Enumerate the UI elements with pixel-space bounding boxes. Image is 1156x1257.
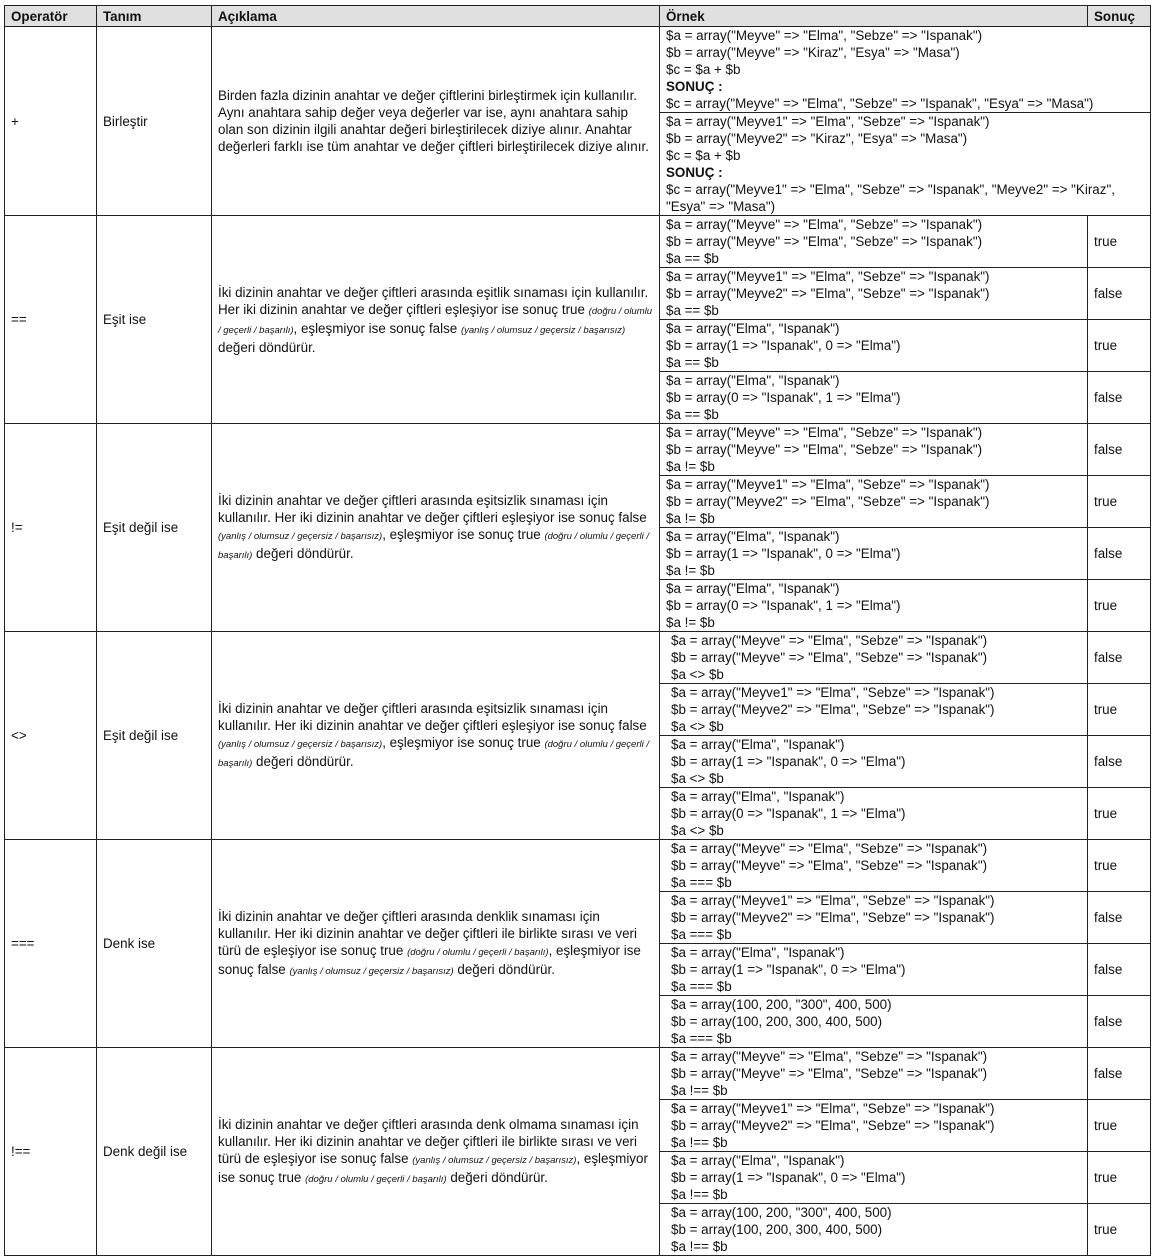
example-code-line: $a <> $b [671, 823, 724, 838]
description-note: (yanlış / olumsuz / geçersiz / başarısız) [289, 965, 454, 977]
example-code-line: $a = array("Elma", "Ispanak") [666, 321, 840, 336]
description-text: değeri döndürür. [252, 545, 354, 561]
aciklama-cell [212, 632, 660, 840]
description-text: , eşleşmiyor ise sonuç false [293, 320, 461, 336]
example-cell [660, 840, 1088, 892]
description-note: (doğru / olumlu / geçerli / başarılı) [407, 946, 549, 958]
example-cell [660, 684, 1088, 736]
operator-table-container [4, 5, 1151, 1256]
example-code-line: $b = array("Meyve" => "Elma", "Sebze" => "Ispanak") [666, 234, 983, 249]
example-code-line: $a !== $b [671, 1187, 728, 1202]
example-code-line: $b = array(0 => "Ispanak", 1 => "Elma") [671, 806, 906, 821]
table-row [5, 216, 1151, 268]
example-code-line: $a = array("Elma", "Ispanak") [671, 789, 845, 804]
table-body [5, 27, 1151, 1256]
example-cell [660, 424, 1088, 476]
example-cell [660, 113, 1151, 216]
description-text: değeri döndürür. [453, 961, 555, 977]
example-code-line: $c = $a + $b [666, 62, 741, 77]
example-code-line: $c = array("Meyve" => "Elma", "Sebze" => "Ispanak", "Esya" => "Masa") [666, 96, 1094, 111]
example-code-line: $a = array(100, 200, "300", 400, 500) [671, 1205, 892, 1220]
example-code-line: $a !== $b [671, 1083, 728, 1098]
operator-cell: == [5, 216, 97, 424]
example-code-line: $b = array(1 => "Ispanak", 0 => "Elma") [666, 546, 901, 561]
example-code-line: $a = array("Meyve" => "Elma", "Sebze" => "Ispanak") [671, 1049, 988, 1064]
tanim-cell: Eşit değil ise [97, 424, 212, 632]
example-code-line: $a = array("Meyve1" => "Elma", "Sebze" => "Ispanak") [671, 1101, 995, 1116]
example-cell [660, 1048, 1088, 1100]
example-code-line: $a = array("Meyve" => "Elma", "Sebze" => "Ispanak") [671, 633, 988, 648]
example-code-line: $b = array("Meyve2" => "Elma", "Sebze" => "Ispanak") [671, 702, 995, 717]
example-code-line: $a = array("Elma", "Ispanak") [671, 1153, 845, 1168]
sonuc-cell: false [1088, 1048, 1151, 1100]
sonuc-cell: true [1088, 320, 1151, 372]
example-code-line: $b = array("Meyve" => "Kiraz", "Esya" => "Masa") [666, 45, 960, 60]
example-code-line: $c = array("Meyve1" => "Elma", "Sebze" => "Ispanak", "Meyve2" => "Kiraz", "Esya" => "Masa") [666, 182, 1115, 214]
description-text: , eşleşmiyor ise sonuç true [382, 526, 545, 542]
example-result-label: SONUÇ : [666, 79, 723, 94]
table-row [5, 1048, 1151, 1100]
example-cell [660, 372, 1088, 424]
example-cell [660, 1100, 1088, 1152]
example-code-line: $a !== $b [671, 1239, 728, 1254]
description-text: İki dizinin anahtar ve değer çiftleri arasında eşitsizlik sınaması için kullanılır. Her iki dizinin anahtar ve değer çiftleri eşleşiyor ise sonuç false [218, 700, 647, 733]
example-result-label: SONUÇ : [666, 165, 723, 180]
array-operators-table [4, 5, 1151, 1256]
example-cell [660, 268, 1088, 320]
example-cell [660, 788, 1088, 840]
sonuc-cell: false [1088, 372, 1151, 424]
sonuc-cell: true [1088, 1152, 1151, 1204]
example-code-line: $b = array(1 => "Ispanak", 0 => "Elma") [671, 962, 906, 977]
example-code-line: $a = array(100, 200, "300", 400, 500) [671, 997, 892, 1012]
table-row [5, 632, 1151, 684]
example-cell [660, 736, 1088, 788]
description-text: , eşleşmiyor ise sonuç true [218, 1150, 648, 1185]
aciklama-cell [212, 840, 660, 1048]
example-code-line: $a != $b [666, 511, 715, 526]
example-cell [660, 632, 1088, 684]
header-operator: Operatör [5, 6, 97, 27]
example-code-line: $a = array("Meyve1" => "Elma", "Sebze" => "Ispanak") [671, 893, 995, 908]
example-code-line: $a = array("Elma", "Ispanak") [666, 529, 840, 544]
example-code-line: $a = array("Meyve1" => "Elma", "Sebze" => "Ispanak") [666, 477, 990, 492]
example-code-line: $a = array("Meyve" => "Elma", "Sebze" => "Ispanak") [671, 841, 988, 856]
example-code-line: $a != $b [666, 615, 715, 630]
example-code-line: $a = array("Elma", "Ispanak") [671, 737, 845, 752]
example-code-line: $c = $a + $b [666, 148, 741, 163]
example-code-line: $a == $b [666, 251, 719, 266]
example-cell [660, 528, 1088, 580]
example-code-line: $b = array("Meyve" => "Elma", "Sebze" => "Ispanak") [671, 858, 988, 873]
example-cell [660, 320, 1088, 372]
example-code-line: $b = array("Meyve" => "Elma", "Sebze" => "Ispanak") [666, 442, 983, 457]
description-text: İki dizinin anahtar ve değer çiftleri arasında denk olmama sınaması için kullanılır. Her iki dizinin anahtar ve değer çiftleri ile birlikte sırası ve veri türü de eşleşiyor ise sonuç false [218, 1116, 639, 1166]
aciklama-cell [212, 1048, 660, 1256]
tanim-cell: Denk değil ise [97, 1048, 212, 1256]
description-text: değeri döndürür. [446, 1169, 548, 1185]
example-code-line: $b = array(1 => "Ispanak", 0 => "Elma") [671, 754, 906, 769]
example-code-line: $a = array("Meyve1" => "Elma", "Sebze" => "Ispanak") [666, 269, 990, 284]
sonuc-cell: true [1088, 1100, 1151, 1152]
example-code-line: $b = array("Meyve" => "Elma", "Sebze" => "Ispanak") [671, 650, 988, 665]
example-cell [660, 27, 1151, 113]
aciklama-cell [212, 424, 660, 632]
example-code-line: $a != $b [666, 563, 715, 578]
example-code-line: $a <> $b [671, 719, 724, 734]
example-code-line: $a == $b [666, 355, 719, 370]
example-cell [660, 476, 1088, 528]
sonuc-cell: true [1088, 580, 1151, 632]
example-code-line: $a === $b [671, 875, 732, 890]
description-text: , eşleşmiyor ise sonuç true [382, 734, 545, 750]
example-cell [660, 944, 1088, 996]
description-note: (yanlış / olumsuz / geçersiz / başarısız) [412, 1154, 577, 1166]
sonuc-cell: false [1088, 944, 1151, 996]
operator-cell: <> [5, 632, 97, 840]
example-code-line: $a === $b [671, 1031, 732, 1046]
example-code-line: $b = array("Meyve2" => "Elma", "Sebze" => "Ispanak") [666, 494, 990, 509]
example-code-line: $a = array("Meyve" => "Elma", "Sebze" => "Ispanak") [666, 425, 983, 440]
description-text: değeri döndürür. [218, 339, 316, 355]
example-code-line: $b = array(100, 200, 300, 400, 500) [671, 1222, 883, 1237]
sonuc-cell: false [1088, 528, 1151, 580]
sonuc-cell: true [1088, 476, 1151, 528]
header-tanim: Tanım [97, 6, 212, 27]
example-code-line: $b = array("Meyve2" => "Kiraz", "Esya" => "Masa") [666, 131, 968, 146]
example-code-line: $b = array("Meyve2" => "Elma", "Sebze" => "Ispanak") [671, 1118, 995, 1133]
header-sonuc: Sonuç [1088, 6, 1151, 27]
example-cell [660, 996, 1088, 1048]
example-cell [660, 1152, 1088, 1204]
example-code-line: $a = array("Meyve1" => "Elma", "Sebze" => "Ispanak") [671, 685, 995, 700]
description-note: (yanlış / olumsuz / geçersiz / başarısız) [460, 324, 626, 336]
sonuc-cell: false [1088, 736, 1151, 788]
sonuc-cell: true [1088, 840, 1151, 892]
example-code-line: $a == $b [666, 303, 719, 318]
example-code-line: $a = array("Meyve" => "Elma", "Sebze" => "Ispanak") [666, 28, 983, 43]
sonuc-cell: true [1088, 684, 1151, 736]
description-note: (yanlış / olumsuz / geçersiz / başarısız) [218, 530, 383, 542]
sonuc-cell: false [1088, 996, 1151, 1048]
example-cell [660, 580, 1088, 632]
table-row [5, 424, 1151, 476]
sonuc-cell: false [1088, 424, 1151, 476]
tanim-cell: Eşit ise [97, 216, 212, 424]
example-cell [660, 1204, 1088, 1256]
example-cell [660, 216, 1088, 268]
example-code-line: $a != $b [666, 459, 715, 474]
example-code-line: $a == $b [666, 407, 719, 422]
example-code-line: $b = array(0 => "Ispanak", 1 => "Elma") [666, 390, 901, 405]
table-row [5, 27, 1151, 113]
example-code-line: $a = array("Meyve1" => "Elma", "Sebze" => "Ispanak") [666, 114, 990, 129]
description-note: (doğru / olumlu / geçerli / başarılı) [218, 738, 649, 769]
example-cell [660, 892, 1088, 944]
header-ornek: Örnek [660, 6, 1088, 27]
table-header-row [5, 6, 1151, 27]
sonuc-cell: false [1088, 632, 1151, 684]
tanim-cell: Denk ise [97, 840, 212, 1048]
example-code-line: $a <> $b [671, 667, 724, 682]
description-note: (doğru / olumlu / geçerli / başarılı) [305, 1173, 447, 1185]
sonuc-cell: true [1088, 788, 1151, 840]
example-code-line: $a !== $b [671, 1135, 728, 1150]
example-code-line: $a = array("Elma", "Ispanak") [666, 373, 840, 388]
tanim-cell: Birleştir [97, 27, 212, 216]
example-code-line: $b = array("Meyve" => "Elma", "Sebze" => "Ispanak") [671, 1066, 988, 1081]
example-code-line: $b = array(1 => "Ispanak", 0 => "Elma") [666, 338, 901, 353]
tanim-cell: Eşit değil ise [97, 632, 212, 840]
table-row [5, 840, 1151, 892]
example-code-line: $b = array(0 => "Ispanak", 1 => "Elma") [666, 598, 901, 613]
operator-cell: != [5, 424, 97, 632]
operator-cell: === [5, 840, 97, 1048]
description-note: (yanlış / olumsuz / geçersiz / başarısız) [218, 738, 383, 750]
example-code-line: $b = array(1 => "Ispanak", 0 => "Elma") [671, 1170, 906, 1185]
example-code-line: $b = array("Meyve2" => "Elma", "Sebze" => "Ispanak") [666, 286, 990, 301]
example-code-line: $a = array("Elma", "Ispanak") [671, 945, 845, 960]
sonuc-cell: false [1088, 268, 1151, 320]
header-aciklama: Açıklama [212, 6, 660, 27]
example-code-line: $a <> $b [671, 771, 724, 786]
sonuc-cell: true [1088, 1204, 1151, 1256]
example-code-line: $b = array(100, 200, 300, 400, 500) [671, 1014, 883, 1029]
description-note: (doğru / olumlu / geçerli / başarılı) [218, 530, 649, 561]
description-note: (doğru / olumlu / geçerli / başarılı) [218, 305, 653, 336]
description-text: İki dizinin anahtar ve değer çiftleri arasında eşitsizlik sınaması için kullanılır. Her iki dizinin anahtar ve değer çiftleri eşleşiyor ise sonuç false [218, 492, 647, 525]
description-text: değeri döndürür. [252, 753, 354, 769]
description-text: , eşleşmiyor ise sonuç false [218, 942, 641, 977]
example-code-line: $b = array("Meyve2" => "Elma", "Sebze" => "Ispanak") [671, 910, 995, 925]
sonuc-cell: false [1088, 892, 1151, 944]
example-code-line: $a === $b [671, 979, 732, 994]
sonuc-cell: true [1088, 216, 1151, 268]
description-text: İki dizinin anahtar ve değer çiftleri arasında eşitlik sınaması için kullanılır. Her iki dizinin anahtar ve değer çiftleri eşleşiyor ise sonuç true [218, 284, 649, 317]
aciklama-cell [212, 216, 660, 424]
example-code-line: $a = array("Elma", "Ispanak") [666, 581, 840, 596]
operator-cell: + [5, 27, 97, 216]
description-text: İki dizinin anahtar ve değer çiftleri arasında denklik sınaması için kullanılır. Her iki dizinin anahtar ve değer çiftleri ile birlikte sırası ve veri türü de eşleşiyor ise sonuç true [218, 908, 637, 958]
aciklama-cell [212, 27, 660, 216]
description-text: Birden fazla dizinin anahtar ve değer çiftlerini birleştirmek için kullanılır. Aynı anahtara sahip değer veya değerler var ise, aynı anahtara sahip olan son dizinin ilgili anahtar değeri birleştirilecek diziye alınır. Anahtar değerleri farklı ise tüm anahtar ve değer çiftleri birleştirilecek diziye alınır. [218, 88, 649, 154]
example-code-line: $a = array("Meyve" => "Elma", "Sebze" => "Ispanak") [666, 217, 983, 232]
example-code-line: $a === $b [671, 927, 732, 942]
operator-cell: !== [5, 1048, 97, 1256]
